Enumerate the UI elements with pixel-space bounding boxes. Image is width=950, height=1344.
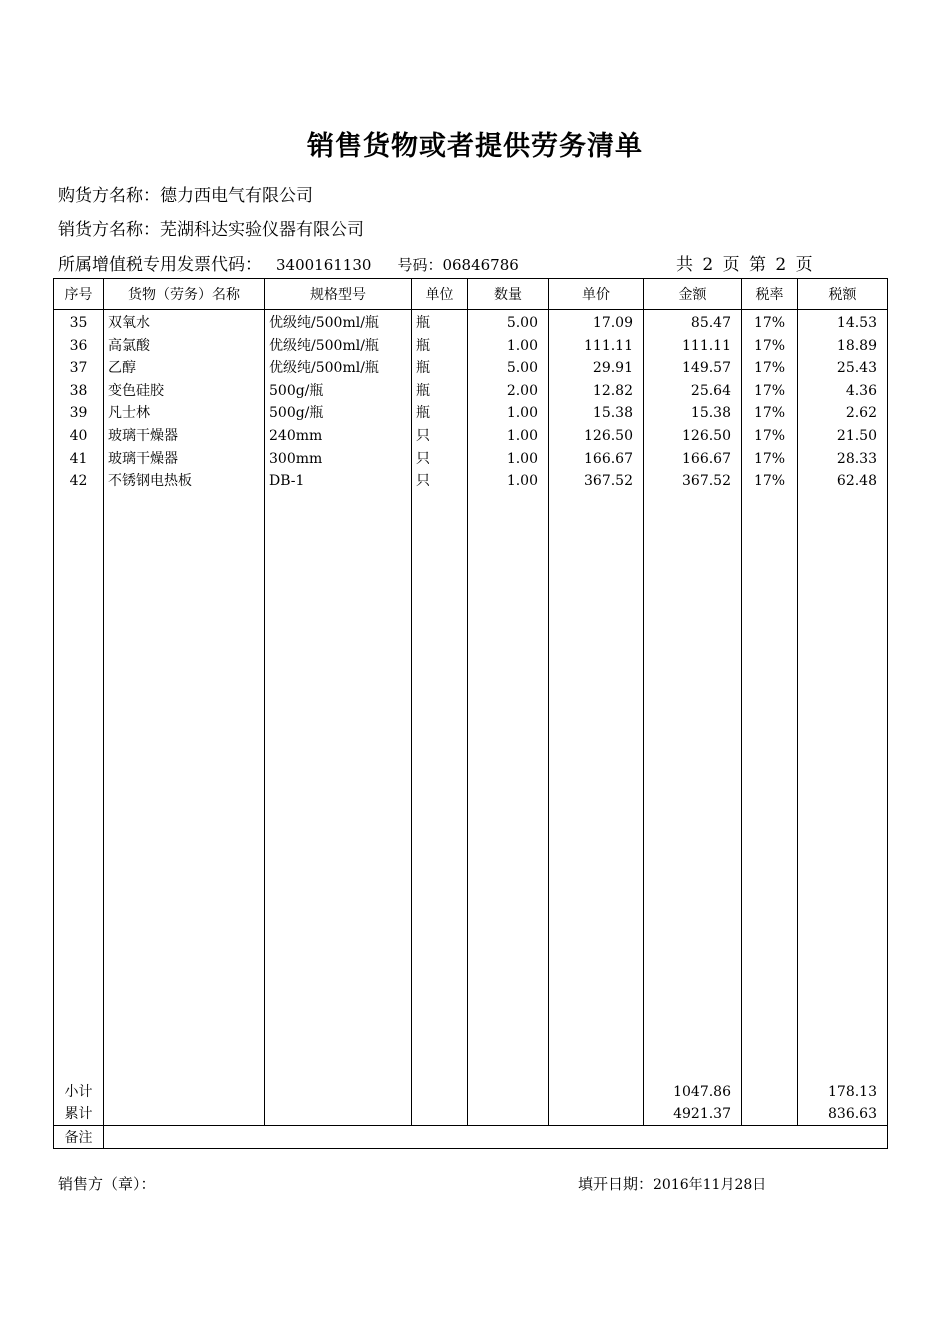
buyer-name: 德力西电气有限公司 — [160, 186, 313, 206]
cell-rate: 17% — [753, 337, 786, 354]
buyer-label: 购货方名称： — [58, 186, 160, 206]
header-no: 序号 — [54, 279, 104, 310]
cell-rate: 17% — [753, 382, 786, 399]
cell-spec: 优级纯/500ml/瓶 — [269, 315, 379, 331]
cell-rate: 17% — [753, 315, 786, 331]
cell-amount: 111.11 — [682, 337, 731, 354]
cell-qty: 1.00 — [506, 337, 538, 354]
cell-qty: 1.00 — [506, 473, 538, 490]
cell-spec: 优级纯/500ml/瓶 — [269, 337, 379, 354]
cell-name: 变色硅胶 — [108, 382, 164, 399]
cell-unit: 只 — [416, 473, 430, 490]
seller-name: 芜湖科达实验仪器有限公司 — [160, 220, 364, 240]
seller-seal: 销售方（章）： — [58, 1175, 156, 1193]
cell-price: 17.09 — [592, 315, 633, 331]
col-price — [549, 310, 644, 1078]
cell-tax: 4.36 — [845, 382, 877, 399]
cell-name: 玻璃干燥器 — [108, 450, 178, 467]
header-tax: 税额 — [798, 279, 888, 310]
cell-rate: 17% — [753, 450, 786, 467]
cell-amount: 126.50 — [682, 427, 731, 444]
cell-qty: 5.00 — [506, 315, 538, 331]
col-rate — [742, 310, 798, 1078]
invoice-number: 06846786 — [442, 256, 519, 274]
cell-price: 111.11 — [584, 337, 633, 354]
cell-qty: 1.00 — [506, 427, 538, 444]
cell-rate: 17% — [753, 360, 786, 377]
cell-price: 166.67 — [584, 450, 633, 467]
header-qty: 数量 — [468, 279, 549, 310]
cell-amount: 367.52 — [682, 473, 731, 490]
col-spec — [265, 310, 412, 1078]
seller-label: 销货方名称： — [58, 220, 160, 240]
header-spec: 规格型号 — [265, 279, 412, 310]
subtotal-tax: 178.13 — [828, 1084, 877, 1100]
header-rate: 税率 — [742, 279, 798, 310]
remark-value — [104, 1126, 888, 1149]
cumulative-amount: 4921.37 — [673, 1106, 731, 1122]
cumulative-label: 累计 — [64, 1106, 93, 1122]
header-unit: 单位 — [412, 279, 468, 310]
cell-unit: 只 — [416, 450, 430, 467]
cell-tax: 21.50 — [836, 427, 877, 444]
cell-spec: 240mm — [269, 427, 323, 444]
buyer-line — [58, 181, 313, 206]
cell-tax: 25.43 — [836, 360, 877, 377]
cell-tax: 28.33 — [836, 450, 877, 467]
totals-row — [54, 1077, 888, 1126]
cell-tax: 2.62 — [845, 405, 877, 422]
cell-amount: 149.57 — [682, 360, 731, 377]
cell-qty: 1.00 — [506, 405, 538, 422]
remark-row — [54, 1126, 888, 1149]
cell-tax: 18.89 — [836, 337, 877, 354]
cell-price: 126.50 — [584, 427, 633, 444]
cell-rate: 17% — [753, 405, 786, 422]
cell-unit: 瓶 — [416, 315, 430, 331]
cell-spec: 300mm — [269, 450, 323, 467]
cell-tax: 14.53 — [836, 315, 877, 331]
invoice-code-line — [58, 250, 519, 275]
cell-qty: 1.00 — [506, 450, 538, 467]
subtotal-label: 小计 — [64, 1084, 93, 1100]
cell-rate: 17% — [753, 427, 786, 444]
cell-spec: 优级纯/500ml/瓶 — [269, 360, 379, 377]
header-amount: 金额 — [644, 279, 742, 310]
col-qty — [468, 310, 549, 1078]
cell-spec: DB-1 — [269, 473, 305, 490]
cell-price: 15.38 — [592, 405, 633, 422]
invoice-code: 3400161130 — [276, 256, 372, 274]
cell-no: 41 — [69, 450, 88, 467]
cell-amount: 25.64 — [690, 382, 731, 399]
seller-line — [58, 215, 364, 240]
cell-unit: 瓶 — [416, 405, 430, 422]
cell-no: 39 — [69, 405, 88, 422]
page-count: 共 2 页 第 2 页 — [676, 255, 813, 275]
cell-amount: 166.67 — [682, 450, 731, 467]
cell-price: 29.91 — [592, 360, 633, 377]
table-body-row — [54, 310, 888, 1078]
col-no — [54, 310, 104, 1078]
cell-spec: 500g/瓶 — [269, 405, 324, 422]
remark-label: 备注 — [54, 1126, 104, 1149]
col-name — [104, 310, 265, 1078]
cumulative-tax: 836.63 — [828, 1106, 877, 1122]
invoice-code-label: 所属增值税专用发票代码： — [58, 255, 262, 275]
cell-name: 双氧水 — [108, 315, 150, 331]
cell-no: 42 — [69, 473, 88, 490]
cell-amount: 85.47 — [690, 315, 731, 331]
table-header-row — [54, 279, 888, 310]
fill-date: 2016年11月28日 — [653, 1177, 767, 1193]
cell-rate: 17% — [753, 473, 786, 490]
subtotal-amount: 1047.86 — [673, 1084, 731, 1100]
cell-name: 乙醇 — [108, 360, 136, 377]
cell-unit: 瓶 — [416, 360, 430, 377]
cell-no: 37 — [69, 360, 88, 377]
cell-no: 40 — [69, 427, 88, 444]
cell-price: 12.82 — [592, 382, 633, 399]
header-price: 单价 — [549, 279, 644, 310]
cell-tax: 62.48 — [836, 473, 877, 490]
invoice-number-label: 号码： — [397, 256, 443, 274]
cell-name: 玻璃干燥器 — [108, 427, 178, 444]
fill-date-label: 填开日期： — [578, 1175, 654, 1193]
page-title: 销售货物或者提供劳务清单 — [307, 131, 643, 162]
header-name: 货物（劳务）名称 — [104, 279, 265, 310]
cell-qty: 2.00 — [506, 382, 538, 399]
cell-unit: 瓶 — [416, 382, 430, 399]
col-amount — [644, 310, 742, 1078]
cell-unit: 只 — [416, 427, 430, 444]
col-unit — [412, 310, 468, 1078]
cell-name: 高氯酸 — [108, 337, 150, 354]
cell-no: 36 — [69, 337, 88, 354]
fill-date-line — [578, 1173, 766, 1194]
cell-spec: 500g/瓶 — [269, 382, 324, 399]
items-table — [53, 278, 888, 1149]
cell-no: 35 — [69, 315, 88, 331]
cell-qty: 5.00 — [506, 360, 538, 377]
col-tax — [798, 310, 888, 1078]
cell-unit: 瓶 — [416, 337, 430, 354]
cell-amount: 15.38 — [690, 405, 731, 422]
cell-no: 38 — [69, 382, 88, 399]
cell-name: 凡士林 — [108, 405, 150, 422]
cell-price: 367.52 — [584, 473, 633, 490]
cell-name: 不锈钢电热板 — [108, 473, 192, 490]
